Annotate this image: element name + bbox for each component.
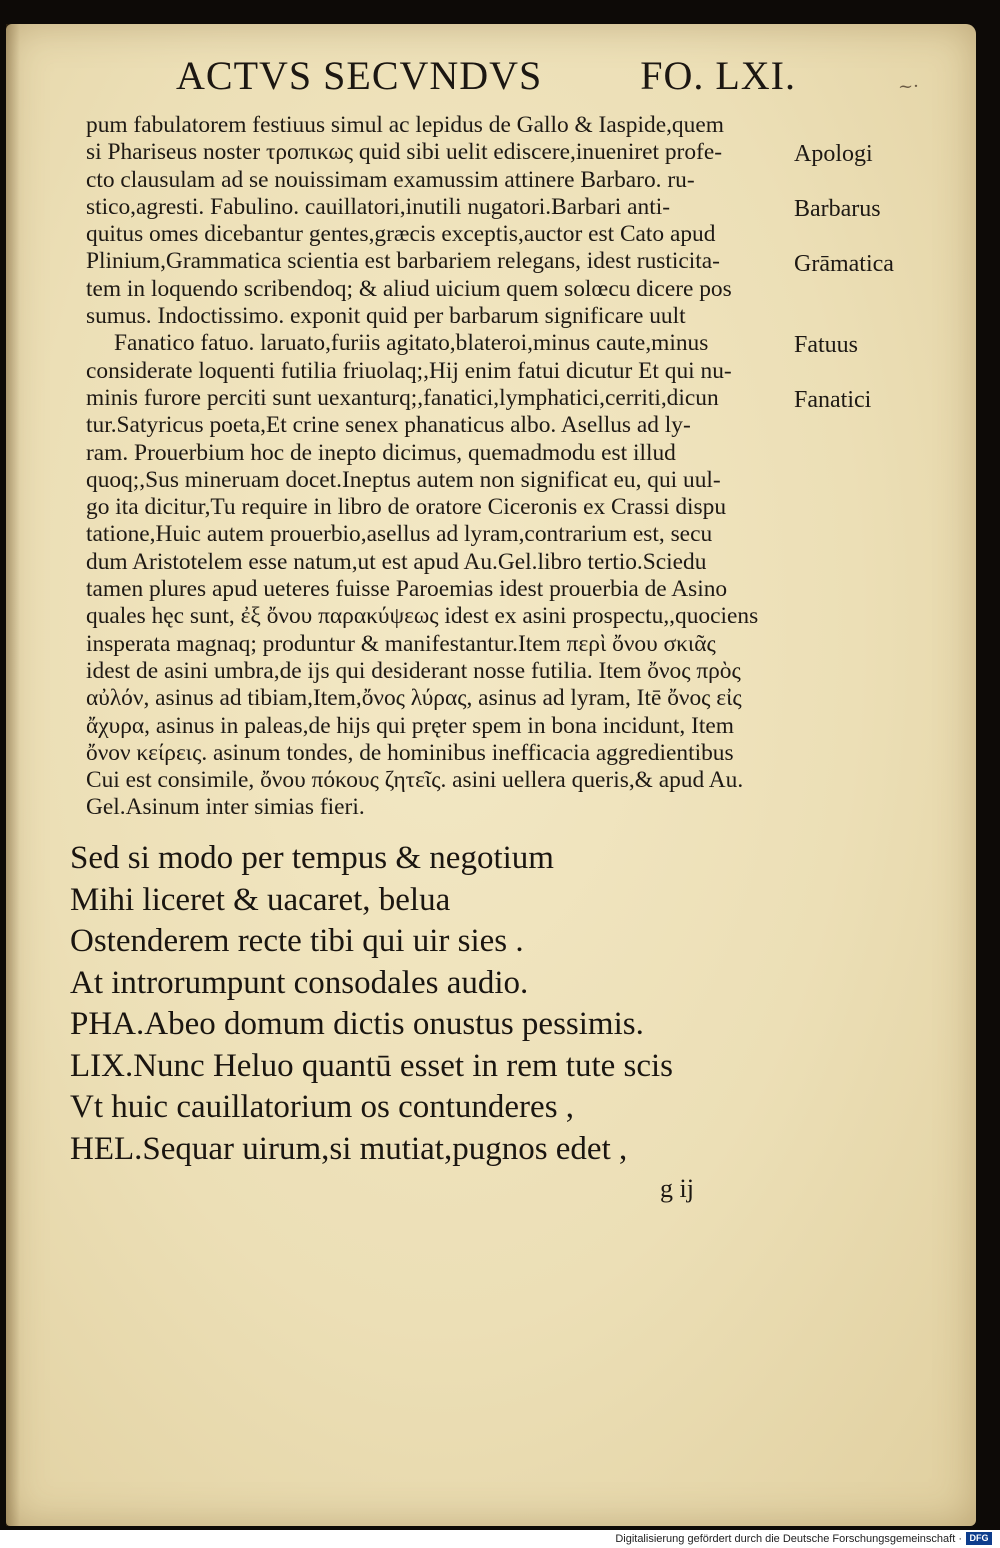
commentary-line: Plinium,Grammatica scientia est barbariem relegans, idest rusticita- <box>86 248 720 275</box>
signature-mark: g ij <box>660 1174 694 1203</box>
running-head-title: ACTVS SECVNDVS <box>176 53 543 98</box>
commentary-line: Cui est consimile, ὄνου πόκους ζητεῖς. asini uellera queris,& apud Au. <box>86 767 744 794</box>
footer-credit: Digitalisierung gefördert durch die Deutsche Forschungsgemeinschaft · <box>615 1533 962 1545</box>
commentary-line: tem in loquendo scribendoq; & aliud uicium quem solœcu dicere pos <box>86 275 732 302</box>
commentary-line: stico,agresti. Fabulino. cauillatori,inutili nugatori.Barbari anti- <box>86 193 670 220</box>
commentary-line: Gel.Asinum inter simias fieri. <box>86 794 365 821</box>
margin-note: Apologi <box>794 141 873 168</box>
commentary-line: go ita dicitur,Tu require in libro de oratore Ciceronis ex Crassi dispu <box>86 494 727 521</box>
margin-note: Fanatici <box>794 387 872 413</box>
commentary-line: si Phariseus noster τροπικως quid sibi uelit ediscere,inueniret profe- <box>86 139 723 166</box>
commentary-block <box>86 112 894 822</box>
commentary-line: cto clausulam ad se nouissimam examussim attinere Barbaro. ru- <box>86 166 695 193</box>
verse-line: Mihi liceret & uacaret, belua <box>70 881 451 918</box>
commentary-line: sumus. Indoctissimo. exponit quid per barbarum significare uult <box>86 303 686 330</box>
commentary-line: tatione,Huic autem prouerbio,asellus ad lyram,contrarium est, secu <box>86 521 713 548</box>
commentary-line: ἄχυρα, asinus in paleas,de hijs qui pręter spem in bona incidunt, Item <box>86 712 734 739</box>
verse-line: Vt huic cauillatorium os contunderes , <box>70 1089 575 1125</box>
commentary-line: insperata magnaq; produntur & manifestantur.Item περὶ ὄνου σκιᾶς <box>86 630 716 657</box>
commentary-line: considerate loquenti futilia friuolaq;,Hij enim fatui dicutur Et qui nu- <box>86 357 732 384</box>
dfg-logo: DFG <box>966 1532 992 1545</box>
commentary-line: pum fabulatorem festiuus simul ac lepidus de Gallo & Iaspide,quem <box>86 112 724 138</box>
commentary-line: αὐλόν, asinus ad tibiam,Item,ὄνος λύρας, asinus ad lyram, Itē ὄνος εἰς <box>86 685 742 712</box>
verse-block <box>70 838 770 1170</box>
commentary-line: tamen plures apud ueteres fuisse Paroemias idest prouerbia de Asino <box>86 576 728 603</box>
verse-line: PHA.Abeo domum dictis onustus pessimis. <box>70 1006 644 1042</box>
commentary-line: ram. Prouerbium hoc de inepto dicimus, quemadmodu est illud <box>86 439 676 466</box>
margin-note: Fatuus <box>794 332 859 359</box>
verse-line: Ostenderem recte tibi qui uir sies . <box>70 923 524 959</box>
commentary-line: idest de asini umbra,de ijs qui desiderant nosse futilia. Item ὄνος πρὸς <box>86 657 741 684</box>
ink-mark-icon: ~· <box>898 76 919 97</box>
commentary-line: tur.Satyricus poeta,Et crine senex phanaticus albo. Asellus ad ly- <box>86 412 691 439</box>
verse-line: LIX.Nunc Heluo quantū esset in rem tute scis <box>70 1047 674 1084</box>
commentary-line: quales hęc sunt, ἐξ ὄνου παρακύψεως idest ex asini prospectu,,quociens <box>86 603 759 630</box>
running-head <box>176 52 796 100</box>
folio-number: FO. LXI. <box>640 53 796 98</box>
commentary-line: quoq;,Sus mineruam docet.Ineptus autem non significat eu, qui uul- <box>86 466 721 493</box>
verse-line: At introrumpunt consodales audio. <box>70 964 529 1001</box>
commentary-line: quitus omes dicebantur gentes,græcis exceptis,auctor est Cato apud <box>86 221 716 248</box>
verse-line: Sed si modo per tempus & negotium <box>70 840 554 876</box>
commentary-line: minis furore perciti sunt uexanturq;,fanatici,lymphatici,cerriti,dicun <box>86 384 719 411</box>
verse-line: HEL.Sequar uirum,si mutiat,pugnos edet , <box>70 1130 628 1167</box>
commentary-line: ὄνον κείρεις. asinum tondes, de hominibus inefficacia aggredientibus <box>86 739 734 766</box>
commentary-line: Fanatico fatuo. laruato,furiis agitato,blateroi,minus caute,minus <box>114 330 709 357</box>
margin-note: Grāmatica <box>794 250 894 277</box>
commentary-line: dum Aristotelem esse natum,ut est apud Au.Gel.libro tertio.Sciedu <box>86 548 707 575</box>
page-gutter-shadow <box>6 24 20 1526</box>
margin-note: Barbarus <box>794 195 881 222</box>
